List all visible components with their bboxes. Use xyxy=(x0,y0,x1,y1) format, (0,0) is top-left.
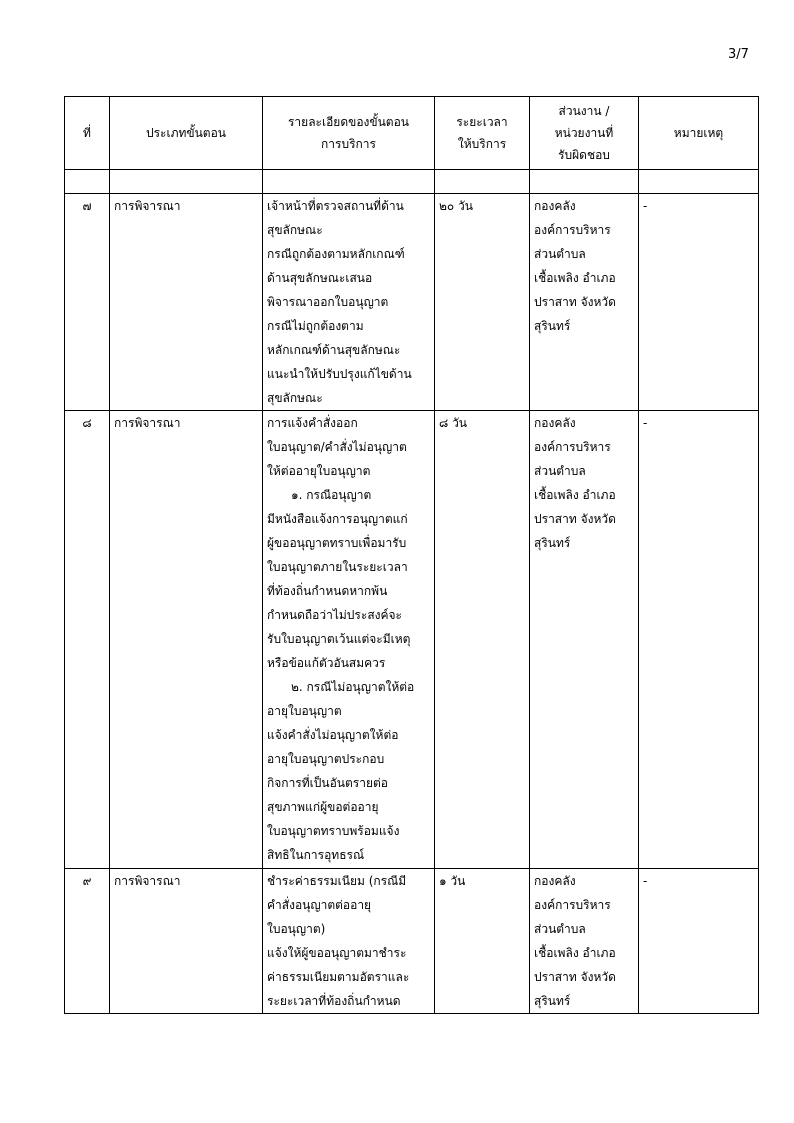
header-responsible-agency: ส่วนงาน / หน่วยงานที่ รับผิดชอบ xyxy=(530,97,639,170)
step-type: การพิจารณา xyxy=(110,869,263,1014)
step-remarks: - xyxy=(639,411,759,869)
table-row xyxy=(65,411,759,869)
step-duration: ๘ วัน xyxy=(435,411,530,869)
step-number: ๙ xyxy=(65,869,110,1014)
page-number: 3/7 xyxy=(728,47,749,62)
table-header-row xyxy=(65,97,759,170)
table-row xyxy=(65,869,759,1014)
service-steps-table xyxy=(64,96,759,1014)
step-agency: กองคลัง องค์การบริหาร ส่วนตำบล เชื้อเพลิง อำเภอ ปราสาท จังหวัด สุรินทร์ xyxy=(530,411,639,869)
step-agency: กองคลัง องค์การบริหาร ส่วนตำบล เชื้อเพลิง อำเภอ ปราสาท จังหวัด สุรินทร์ xyxy=(530,194,639,411)
step-duration: ๒๐ วัน xyxy=(435,194,530,411)
header-step-detail: รายละเอียดของขั้นตอน การบริการ xyxy=(263,97,435,170)
step-remarks: - xyxy=(639,869,759,1014)
step-detail: เจ้าหน้าที่ตรวจสถานที่ด้าน สุขลักษณะ กรณีถูกต้องตามหลักเกณฑ์ ด้านสุขลักษณะเสนอ พิจารณาออกใบอนุญาต กรณีไม่ถูกต้องตาม หลักเกณฑ์ด้านสุขลักษณะ แนะนำให้ปรับปรุงแก้ไขด้าน สุขลักษณะ xyxy=(263,194,435,411)
step-agency: กองคลัง องค์การบริหาร ส่วนตำบล เชื้อเพลิง อำเภอ ปราสาท จังหวัด สุรินทร์ xyxy=(530,869,639,1014)
header-remarks: หมายเหตุ xyxy=(639,97,759,170)
header-duration: ระยะเวลา ให้บริการ xyxy=(435,97,530,170)
spacer-row xyxy=(65,170,759,194)
step-remarks: - xyxy=(639,194,759,411)
table-row xyxy=(65,194,759,411)
step-number: ๘ xyxy=(65,411,110,869)
header-step-type: ประเภทขั้นตอน xyxy=(110,97,263,170)
header-no: ที่ xyxy=(65,97,110,170)
step-detail: ชำระค่าธรรมเนียม (กรณีมี คำสั่งอนุญาตต่ออายุ ใบอนุญาต) แจ้งให้ผู้ขออนุญาตมาชำระ ค่าธรรมเนียมตามอัตราและ ระยะเวลาที่ท้องถิ่นกำหนด xyxy=(263,869,435,1014)
step-duration: ๑ วัน xyxy=(435,869,530,1014)
step-type: การพิจารณา xyxy=(110,411,263,869)
step-type: การพิจารณา xyxy=(110,194,263,411)
step-detail: การแจ้งคำสั่งออก ใบอนุญาต/คำสั่งไม่อนุญาต ให้ต่ออายุใบอนุญาต ๑. กรณีอนุญาต มีหนังสือแจ้งการอนุญาตแก่ ผู้ขออนุญาตทราบเพื่อมารับ ใบอนุญาตภายในระยะเวลา ที่ท้องถิ่นกำหนดหากพ้น กำหนดถือว่าไม่ประสงค์จะ รับใบอนุญาตเว้นแต่จะมีเหตุ หรือข้อแก้ตัวอันสมควร ๒. กรณีไม่อนุญาตให้ต่อ อายุใบอนุญาต แจ้งคำสั่งไม่อนุญาตให้ต่อ อายุใบอนุญาตประกอบ กิจการที่เป็นอันตรายต่อ สุขภาพแก่ผู้ขอต่ออายุ ใบอนุญาตทราบพร้อมแจ้ง สิทธิในการอุทธรณ์ xyxy=(263,411,435,869)
step-number: ๗ xyxy=(65,194,110,411)
